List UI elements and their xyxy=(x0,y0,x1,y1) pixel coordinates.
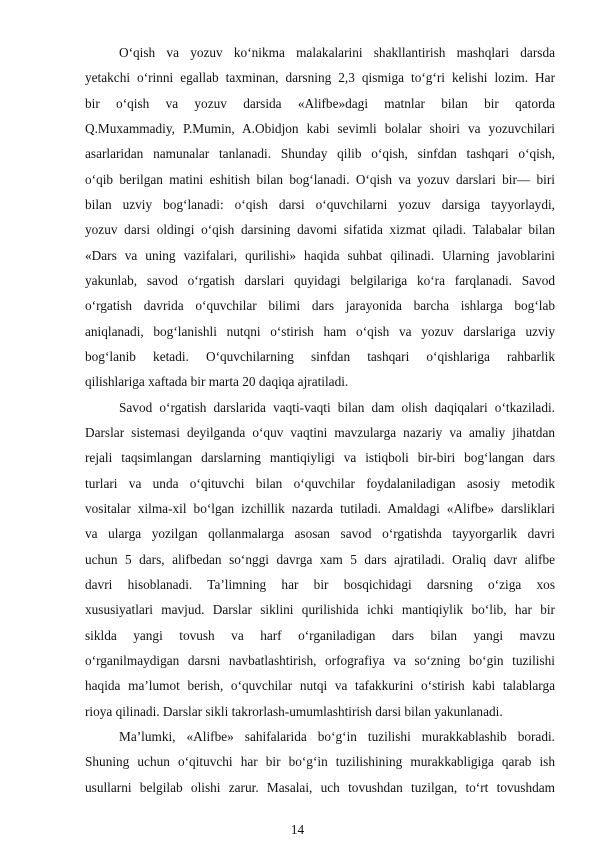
text-line: va ularga yozilgan qollanmalarga asosan savod o‘rgatishda tayyorgarlik davri xyxy=(85,526,555,542)
text-line: vositalar xilma-xil bo‘lgan izchillik nazarda tutiladi. Amaldagi «Alifbe» darsliklari xyxy=(85,500,555,516)
text-line: bir o‘qish va yozuv darsida «Alifbe»dagi matnlar bilan bir qatorda xyxy=(85,95,555,111)
text-line: o‘rgatish davrida o‘quvchilar bilimi dars jarayonida barcha ishlarga bog‘lab xyxy=(85,298,555,314)
document-page xyxy=(85,40,555,800)
text-line: Savod o‘rgatish darslarida vaqti-vaqti bilan dam olish daqiqalari o‘tkaziladi. xyxy=(119,399,555,415)
text-line: rejali taqsimlangan darslarning mantiqiyligi va istiqboli bir-biri bog‘langan dars xyxy=(85,450,555,466)
text-line: yakunlab, savod o‘rgatish darslari quyidagi belgilariga ko‘ra farqlanadi. Savod xyxy=(85,272,555,288)
text-line: yozuv darsi oldingi o‘qish darsining davomi sifatida xizmat qiladi. Talabalar bilan xyxy=(85,222,555,238)
text-line: yetakchi o‘rinni egallab taxminan, darsning 2,3 qismiga to‘g‘ri kelishi lozim. Har xyxy=(85,70,555,86)
paragraph-1 xyxy=(85,40,555,395)
text-line: bog‘lanib ketadi. O‘quvchilarning sinfdan tashqari o‘qishlariga rahbarlik xyxy=(85,348,555,364)
text-line: turlari va unda o‘qituvchi bilan o‘quvchilar foydalaniladigan asosiy metodik xyxy=(85,475,555,491)
text-line: haqida ma’lumot berish, o‘quvchilar nutqi va tafakkurini o‘stirish kabi talablarga xyxy=(85,678,555,694)
text-line: davri hisoblanadi. Ta’limning har bir bosqichidagi darsning o‘ziga xos xyxy=(85,576,555,592)
text-line: Darslar sistemasi deyilganda o‘quv vaqtini mavzularga nazariy va amaliy jihatdan xyxy=(85,424,555,440)
text-line: Ma’lumki, «Alifbe» sahifalarida bo‘g‘in tuzilishi murakkablashib boradi. xyxy=(119,728,555,744)
text-line: o‘qib berilgan matini eshitish bilan bog‘lanadi. O‘qish va yozuv darslari bir— biri xyxy=(85,171,555,187)
text-line: xususiyatlari mavjud. Darslar siklini qurilishida ichki mantiqiylik bo‘lib, har bir xyxy=(85,602,555,618)
text-line: qilishlariga xaftada bir marta 20 daqiqa ajratiladi. xyxy=(85,374,349,390)
paragraph-3 xyxy=(85,724,555,800)
text-line: uchun 5 dars, alifbedan so‘nggi davrga xam 5 dars ajratiladi. Oraliq davr alifbe xyxy=(85,551,555,567)
text-line: o‘rganilmaydigan darsni navbatlashtirish, orfografiya va so‘zning bo‘gin tuzilishi xyxy=(85,652,555,668)
text-line: Shuning uchun o‘qituvchi har bir bo‘g‘in tuzilishining murakkabligiga qarab ish xyxy=(85,754,555,770)
text-line: Q.Muxammadiy, P.Mumin, A.Obidjon kabi sevimli bolalar shoiri va yozuvchilari xyxy=(85,120,555,136)
text-line: bilan uzviy bog‘lanadi: o‘qish darsi o‘quvchilarni yozuv darsiga tayyorlaydi, xyxy=(85,196,555,212)
text-line: rioya qilinadi. Darslar sikli takrorlash-umumlashtirish darsi bilan yakunlanadi. xyxy=(85,703,503,719)
text-line: O‘qish va yozuv ko‘nikma malakalarini shakllantirish mashqlari darsda xyxy=(119,45,555,60)
text-line: asarlaridan namunalar tanlanadi. Shunday qilib o‘qish, sinfdan tashqari o‘qish, xyxy=(85,146,555,162)
page-number: 14 xyxy=(290,822,305,837)
text-line: usullarni belgilab olishi zarur. Masalai, uch tovushdan tuzilgan, to‘rt tovushdam xyxy=(85,779,555,795)
paragraph-2 xyxy=(85,395,555,724)
text-line: siklda yangi tovush va harf o‘rganiladigan dars bilan yangi mavzu xyxy=(85,627,555,643)
text-line: «Dars va uning vazifalari, qurilishi» haqida suhbat qilinadi. Ularning javoblarini xyxy=(85,247,555,263)
text-line: aniqlanadi, bog‘lanishli nutqni o‘stirish ham o‘qish va yozuv darslariga uzviy xyxy=(85,323,555,339)
